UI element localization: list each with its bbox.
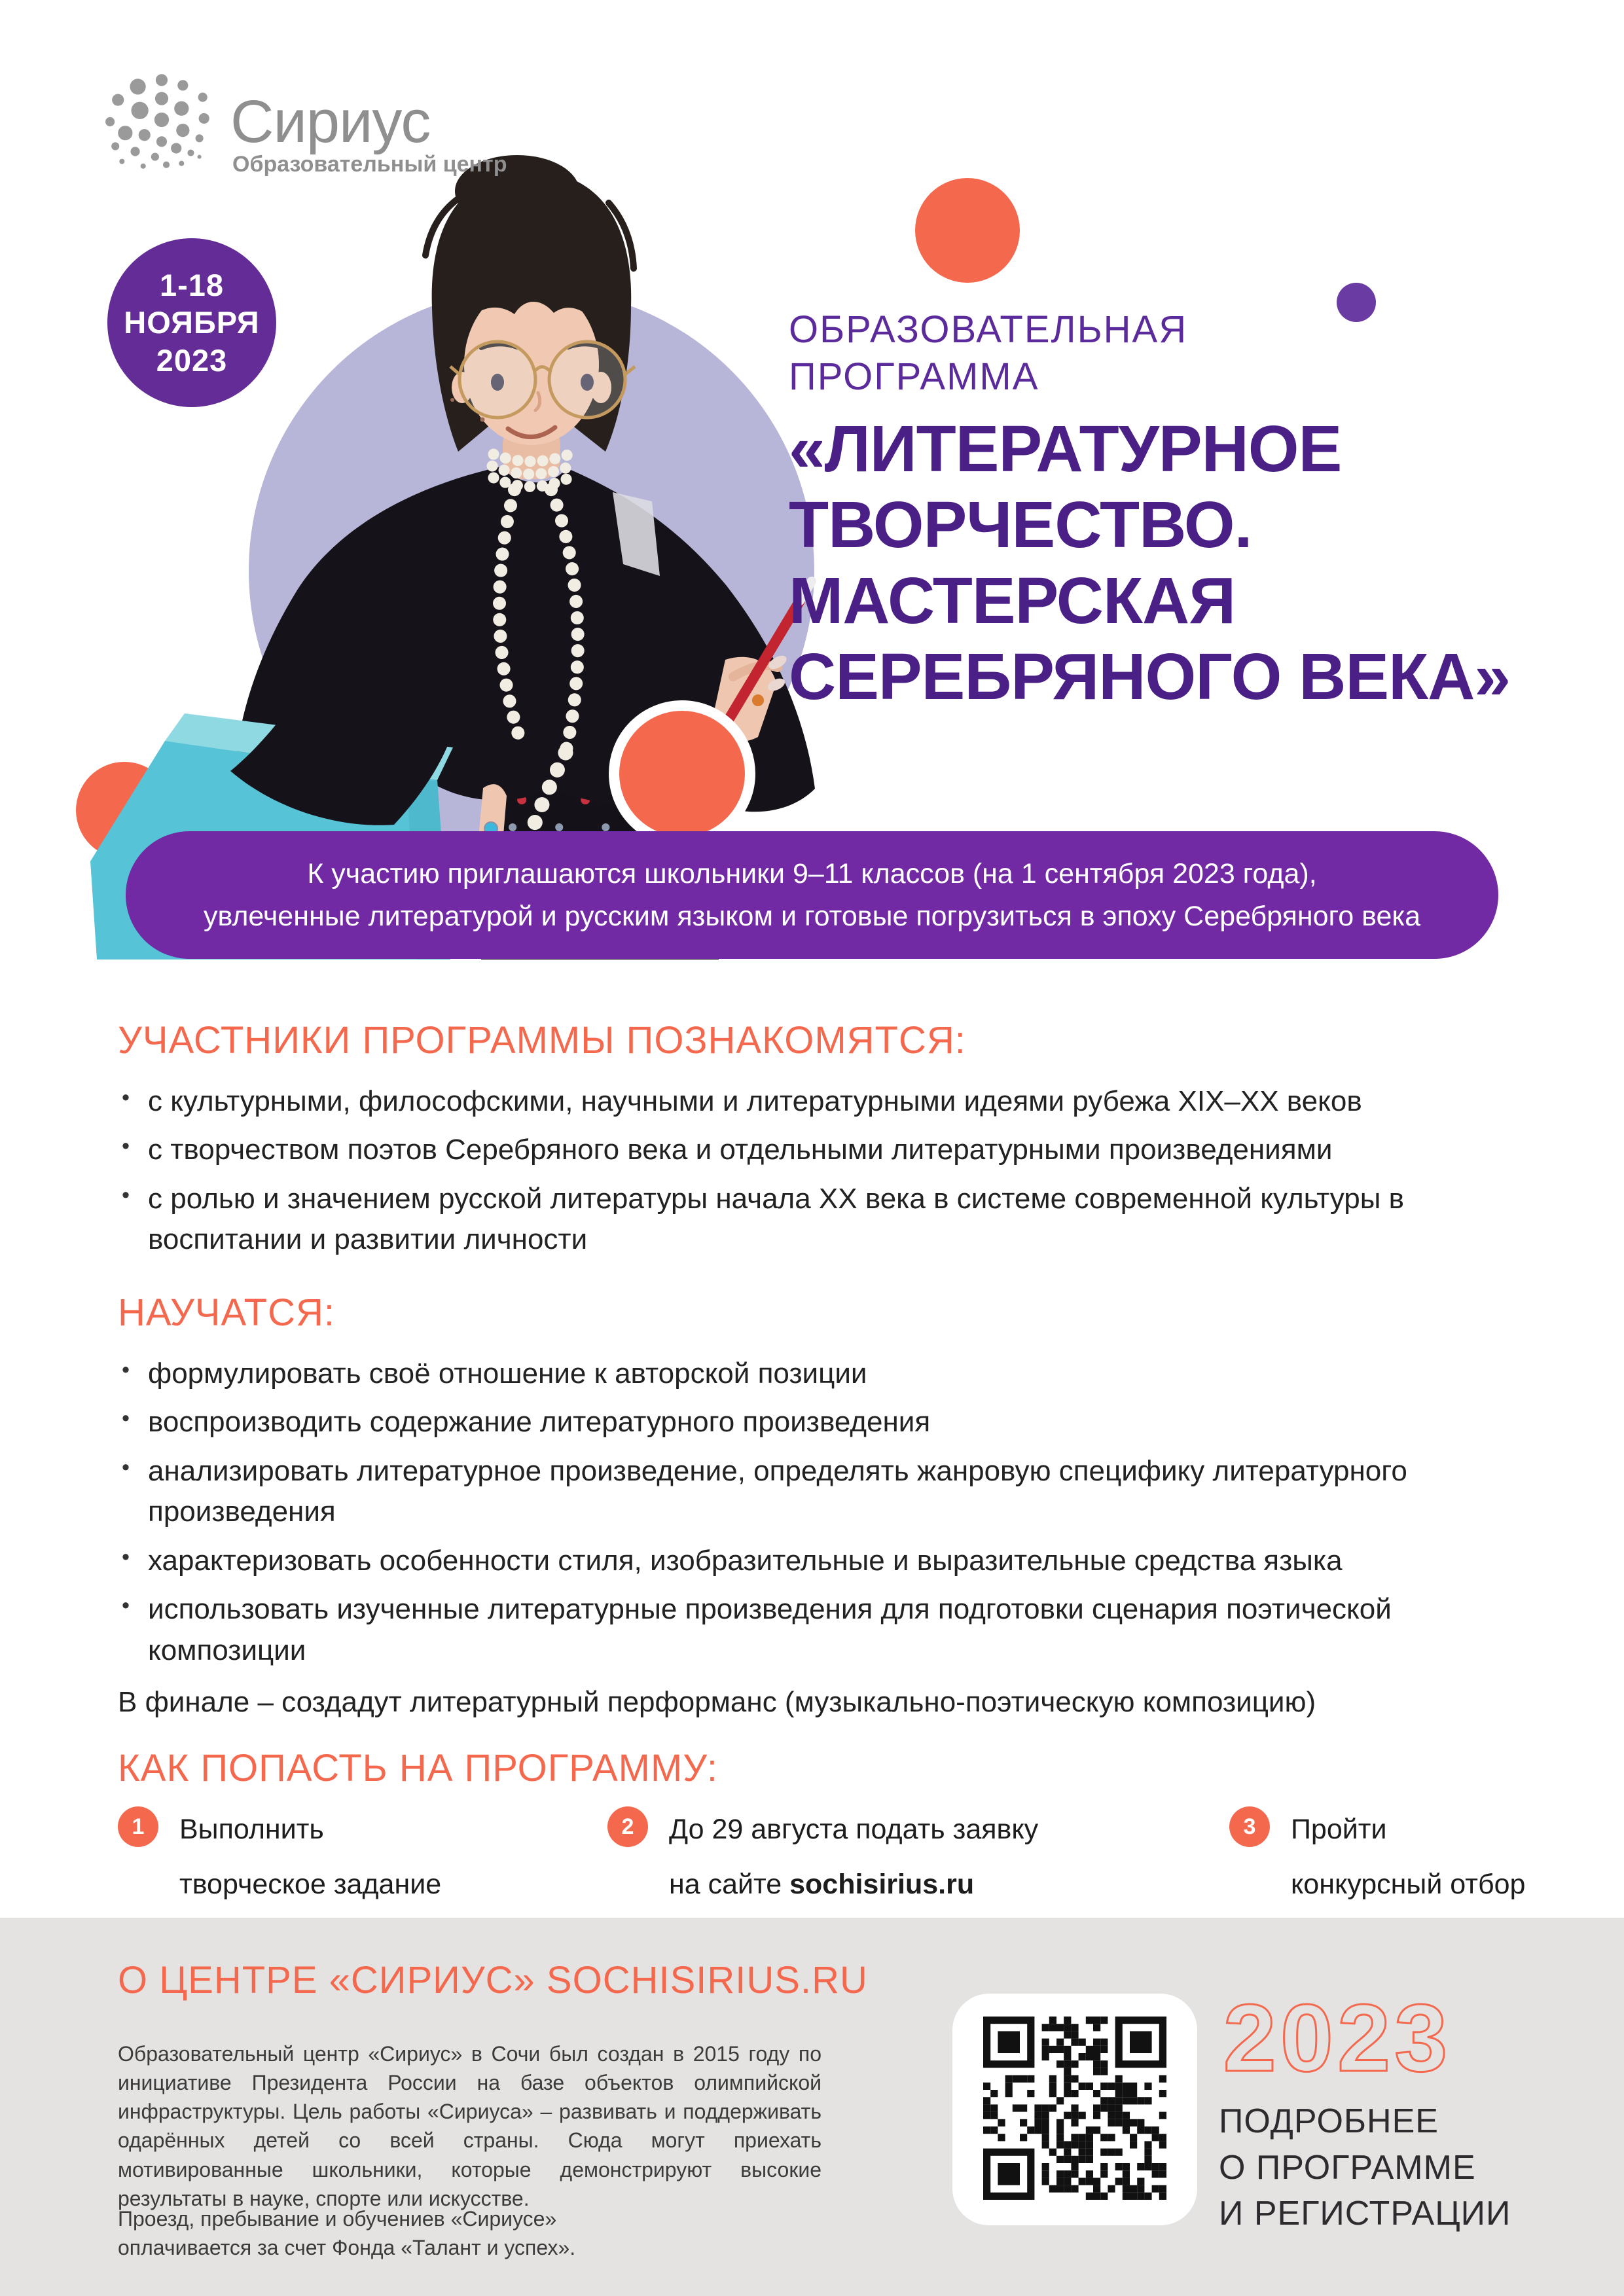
apply-step-2: [607, 1806, 1038, 1912]
program-kicker: ОБРАЗОВАТЕЛЬНАЯ ПРОГРАММА: [789, 308, 1188, 398]
site-url: sochisirius.ru: [789, 1868, 975, 1900]
step-text: До 29 августа подать заявку на сайте sochisirius.ru: [669, 1814, 1039, 1900]
step-number-badge: 2: [607, 1806, 648, 1847]
page-title: «ЛИТЕРАТУРНОЕ ТВОРЧЕСТВО. МАСТЕРСКАЯ СЕРЕБРЯНОГО ВЕКА»: [789, 412, 1510, 713]
list-item: • с творчеством поэтов Серебряного века и отдельными литературными произведениями: [118, 1130, 1538, 1170]
year-outline: [1216, 1996, 1458, 2088]
list-item: • с ролью и значением русской литературы начала XX века в системе современной культуры в воспитании и развитии личности: [118, 1179, 1538, 1261]
know-list: [118, 1081, 1538, 1268]
footer-heading: О ЦЕНТРЕ «СИРИУС» SOCHISIRIUS.RU: [118, 1959, 868, 2001]
step-text: Выполнить творческое задание: [179, 1814, 442, 1900]
qr-code: [952, 1994, 1197, 2225]
audience-banner: К участию приглашаются школьники 9–11 классов (на 1 сентября 2023 года), увлеченные литературой и русским языком и готовые погрузиться в эпоху Серебряного века: [126, 831, 1498, 959]
funding-paragraph: Проезд, пребывание и обучениев «Сириусе» оплачивается за счет Фонда «Талант и успех».: [118, 2207, 576, 2260]
step-number-badge: 1: [118, 1806, 158, 1847]
section-heading-learn: НАУЧАТСЯ:: [118, 1291, 335, 1334]
list-item: • использовать изученные литературные произведения для подготовки сценария поэтической композиции: [118, 1589, 1538, 1671]
more-info-label: ПОДРОБНЕЕ О ПРОГРАММЕ И РЕГИСТРАЦИИ: [1219, 2102, 1511, 2233]
purple-dot: [1337, 283, 1376, 322]
apply-step-3: [1229, 1806, 1525, 1912]
about-paragraph: Образовательный центр «Сириус» в Сочи был создан в 2015 году по инициативе Президента России на базе объектов олимпийской инфраструктуры. Цель работы «Сириуса» – развивать и поддерживать одарённых детей со всей страны. Сюда могут приехать мотивированные школьники, которые демонстрируют высокие результаты в науке, спорте или искусстве.: [118, 2042, 821, 2210]
svg-text:2023: 2023: [1223, 1996, 1452, 2088]
step-text: Пройти конкурсный отбор: [1291, 1814, 1526, 1900]
finale-note: В финале – создадут литературный перформанс (музыкально-поэтическую композицию): [118, 1686, 1316, 1718]
date-badge: [107, 238, 276, 407]
list-item: • с культурными, философскими, научными и литературными идеями рубежа XIX–XX веков: [118, 1081, 1538, 1122]
logo-subtitle: Образовательный центр: [232, 152, 507, 177]
list-item: • воспроизводить содержание литературного произведения: [118, 1402, 1538, 1443]
step-number-badge: 3: [1229, 1806, 1270, 1847]
list-item: • формулировать своё отношение к авторской позиции: [118, 1354, 1538, 1394]
list-item: • характеризовать особенности стиля, изобразительные и выразительные средства языка: [118, 1541, 1538, 1581]
section-heading-know: УЧАСТНИКИ ПРОГРАММЫ ПОЗНАКОМЯТСЯ:: [118, 1019, 966, 1062]
badge-days: 1-18: [159, 268, 225, 302]
logo-name: Сириус: [230, 88, 431, 155]
woman-head: [425, 155, 635, 479]
list-item: • анализировать литературное произведение, определять жанровую специфику литературного произведения: [118, 1451, 1538, 1533]
sirius-logo-dots-icon: [103, 72, 223, 171]
coral-circle-top: [915, 178, 1020, 283]
badge-month: НОЯБРЯ: [124, 305, 260, 340]
learn-list: [118, 1354, 1538, 1679]
coral-circle-ringed: [614, 706, 750, 842]
qr-pattern: [983, 2017, 1166, 2203]
apply-step-1: [118, 1806, 441, 1912]
badge-year: 2023: [156, 342, 228, 378]
section-heading-apply: КАК ПОПАСТЬ НА ПРОГРАММУ:: [118, 1747, 718, 1789]
